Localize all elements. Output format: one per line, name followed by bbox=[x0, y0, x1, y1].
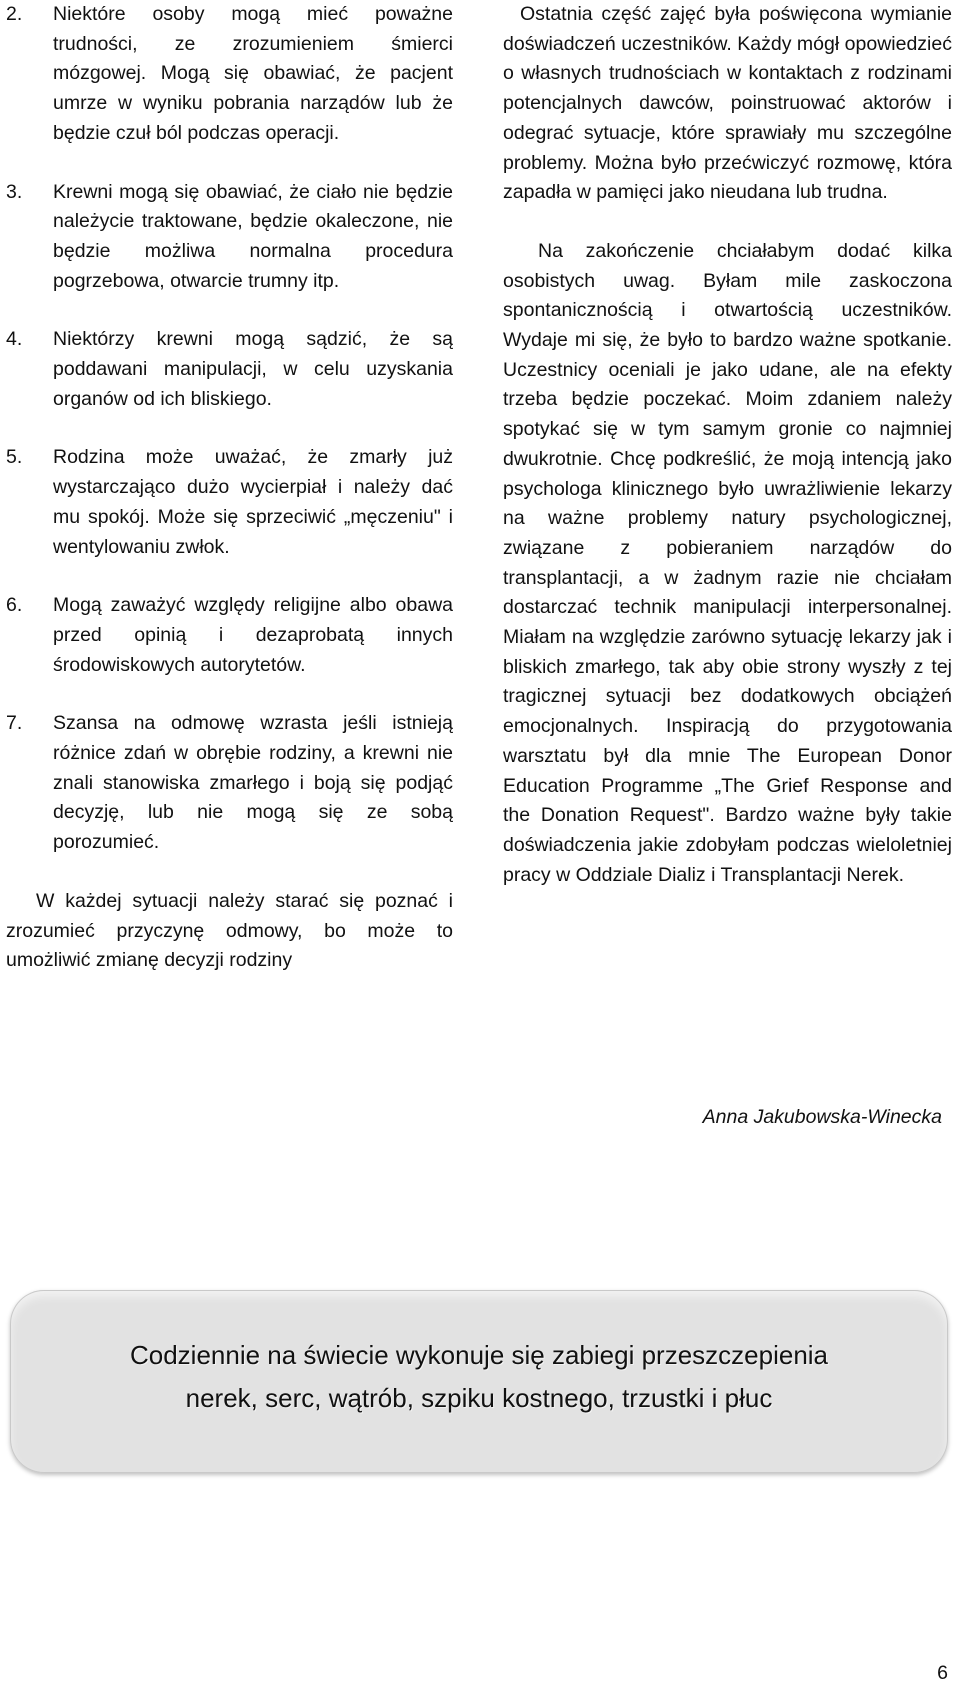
callout-line-1: Codziennie na świecie wykonuje się zabiegi przeszczepienia bbox=[129, 1340, 829, 1370]
author-signature: Anna Jakubowska-Winecka bbox=[702, 1106, 942, 1128]
callout-box bbox=[10, 1290, 948, 1473]
list-item-number: 7. bbox=[6, 712, 23, 735]
list-item-text: Szansa na odmowę wzrasta jeśli istnieją różnice zdań w obrębie rodziny, a krewni nie znali stanowiska zmarłego i boją się podjąć decyzję, lub nie mogą się ze sobą porozumieć. bbox=[53, 712, 453, 854]
list-item bbox=[6, 178, 453, 297]
list-item bbox=[6, 443, 453, 562]
paragraph-personal-remarks: Na zakończenie chciałabym dodać kilka osobistych uwag. Byłam mile zaskoczona spontanicznością i otwartością uczestników. Wydaje mi się, że było to bardzo ważne spotkanie. Uczestnicy oceniali je jako udane, ale na efekty trzeba będzie poczekać. Moim zdaniem należy spotykać się w tym samym gronie co najmniej dwukrotnie. Chcę podkreślić, że moją intencją jako psychologa klinicznego było uwrażliwienie lekarzy na ważne problemy natury psychologicznej, związane z pobieraniem narządów do transplantacji, a w żadnym razie nie chciałam dostarczać technik manipulacji interpersonalnej. Miałam na względzie zarówno sytuację lekarzy jak i bliskich zmarłego, tak aby obie strony wyszły z tej tragicznej sytuacji bez dodatkowych obciążeń emocjonalnych. Inspiracją do przygotowania warsztatu był dla mnie The European Donor Education Programme „The Grief Response and the Donation Request". Bardzo ważne były takie doświadczenia jakie zdobyłam podczas wieloletniej pracy w Oddziale Dializ i Transplantacji Nerek. bbox=[503, 239, 952, 886]
paragraph-experience-exchange: Ostatnia część zajęć była poświęcona wymianie doświadczeń uczestników. Każdy mógł opowiedzieć o własnych trudnościach w kontaktach z rodzinami potencjalnych dawców, poinstruować aktorów i odegrać sytuacje, które sprawiały mu szczególne problemy. Można było przećwiczyć rozmowę, która zapadła w pamięci jako nieudana lub trudna. bbox=[503, 3, 952, 204]
list-item-text: Mogą zaważyć względy religijne albo obawa przed opinią i dezaprobatą innych środowiskowych autorytetów. bbox=[53, 594, 453, 676]
list-item-text: Krewni mogą się obawiać, że ciało nie będzie należycie traktowane, będzie okaleczone, nie będzie możliwa normalna procedura pogrzebowa, otwarcie trumny itp. bbox=[53, 180, 453, 292]
callout-text bbox=[10, 1334, 948, 1420]
closing-paragraph: W każdej sytuacji należy starać się poznać i zrozumieć przyczynę odmowy, bo może to umożliwić zmianę decyzji rodziny bbox=[6, 889, 453, 972]
page-number: 6 bbox=[937, 1662, 948, 1684]
list-item-text: Niektóre osoby mogą mieć poważne trudności, ze zrozumieniem śmierci mózgowej. Mogą się obawiać, że pacjent umrze w wyniku pobrania narządów lub że będzie czuł ból podczas operacji. bbox=[53, 3, 453, 144]
callout-line-2: nerek, serc, wątrób, szpiku kostnego, trzustki i płuc bbox=[185, 1383, 773, 1413]
list-item-number: 3. bbox=[6, 180, 23, 203]
list-item bbox=[6, 591, 453, 680]
left-column bbox=[6, 0, 453, 976]
list-item bbox=[6, 709, 453, 858]
list-item-number: 5. bbox=[6, 446, 23, 469]
numbered-list bbox=[6, 0, 453, 858]
list-item-text: Rodzina może uważać, że zmarły już wystarczająco dużo wycierpiał i należy dać mu spokój. Może się sprzeciwić „męczeniu" i wentylowaniu zwłok. bbox=[53, 446, 453, 558]
list-item-text: Niektórzy krewni mogą sądzić, że są poddawani manipulacji, w celu uzyskania organów od ich bliskiego. bbox=[53, 328, 453, 410]
list-item bbox=[6, 0, 453, 149]
list-item-number: 4. bbox=[6, 328, 23, 351]
list-item-number: 2. bbox=[6, 3, 23, 25]
right-column bbox=[503, 0, 952, 890]
list-item bbox=[6, 325, 453, 414]
list-item-number: 6. bbox=[6, 594, 23, 617]
